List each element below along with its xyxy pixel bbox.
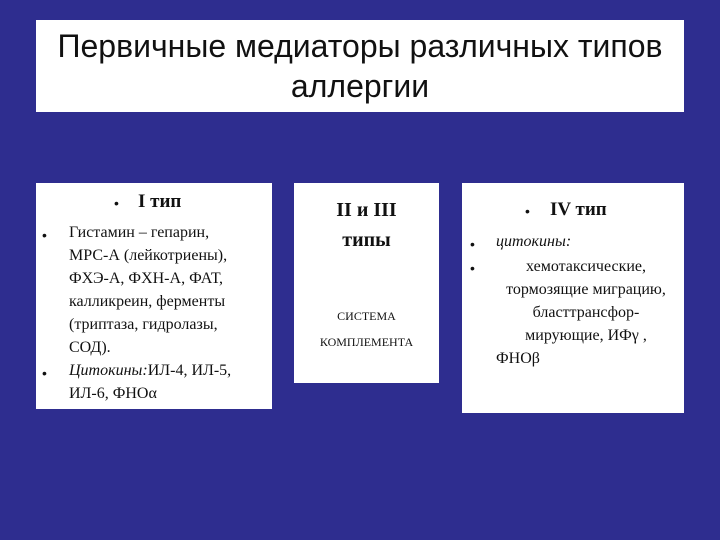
item-line: СОД). [69, 339, 111, 356]
complement-line-2: КОМПЛЕМЕНТА [319, 335, 414, 349]
complement-line-1: СИСТЕМА [337, 309, 396, 323]
heading-bullet: • [114, 195, 119, 211]
list-bullet: • [470, 260, 475, 276]
type-ii-iii-heading [294, 195, 439, 255]
type-i-heading: I тип [138, 191, 182, 212]
type-iv-item-1: цитокины: [496, 233, 572, 250]
list-bullet: • [42, 227, 47, 243]
cytokines-label: Цитокины: [69, 362, 148, 379]
heading-bullet: • [525, 203, 530, 219]
list-bullet: • [470, 236, 475, 252]
type-ii-iii-panel [294, 183, 439, 383]
item-line: (триптаза, гидролазы, [69, 316, 218, 333]
item-line: тормозящие миграцию, [506, 281, 666, 298]
type-i-item-2 [69, 359, 269, 405]
type-iv-item-2 [488, 255, 684, 370]
heading-line: II и III [336, 199, 397, 221]
item-line: мирующие, ИФγ , [525, 327, 647, 344]
heading-line: типы [342, 229, 391, 251]
item-line: Гистамин – гепарин, [69, 224, 210, 241]
title-line-2: аллергии [290, 68, 430, 104]
item-line: калликреин, ферменты [69, 293, 226, 310]
item-line: ИЛ-4, ИЛ-5, [147, 362, 232, 379]
type-i-item-1 [69, 221, 269, 359]
slide-title [36, 20, 684, 112]
type-i-panel [36, 183, 272, 409]
type-iv-panel [462, 183, 684, 413]
item-line: ФНОβ [496, 350, 540, 367]
item-line: бласттрансфор- [532, 304, 640, 321]
item-line: ИЛ-6, ФНОα [69, 385, 157, 402]
type-iv-heading: IV тип [550, 199, 607, 220]
item-line: МРС-А (лейкотриены), [69, 247, 228, 264]
title-line-1: Первичные медиаторы различных типов [57, 28, 663, 64]
item-line: хемотаксические, [525, 258, 647, 275]
item-line: ФХЭ-А, ФХН-А, ФАТ, [69, 270, 224, 287]
list-bullet: • [42, 365, 47, 381]
